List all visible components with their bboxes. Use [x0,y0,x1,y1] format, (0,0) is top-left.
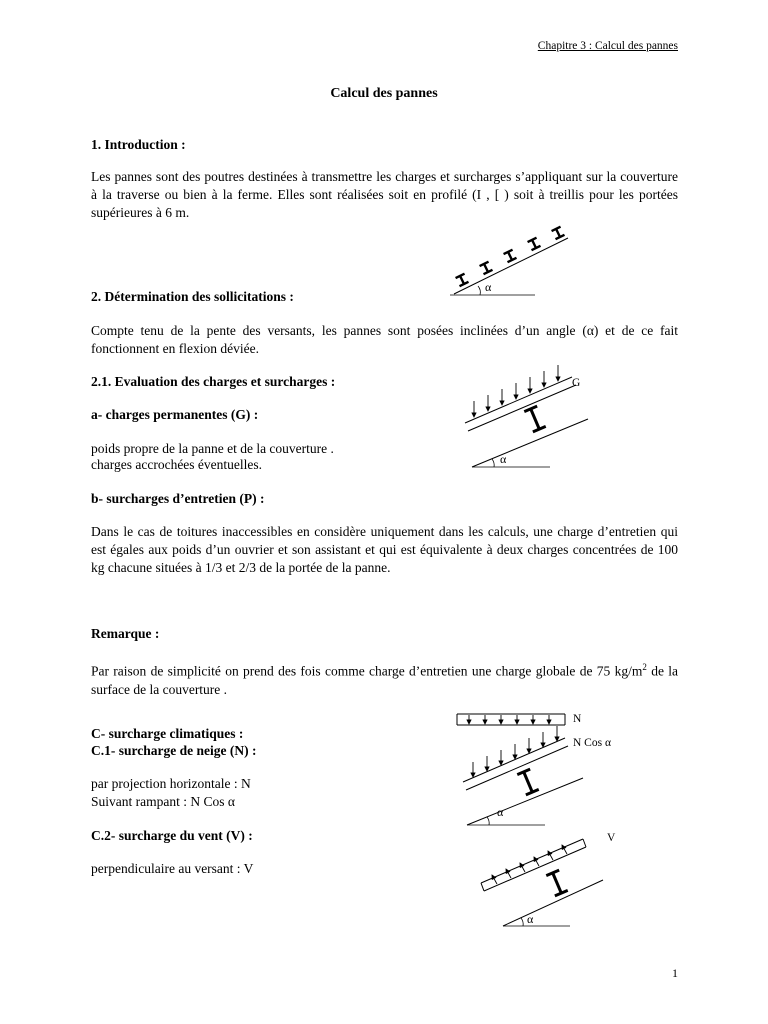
heading-surcharge-neige: C.1- surcharge de neige (N) : [91,743,257,758]
text-line: charges accrochées éventuelles. [91,457,263,472]
text-line: poids propre de la panne et de la couverture . [91,441,334,456]
text-line: Suivant rampant : N Cos α [91,794,235,809]
paragraph-remarque: Par raison de simplicité on prend des fois comme charge d’entretien une charge globale de 75 $kg/m^2$ de la surface de la couverture . [91,662,678,697]
alpha-label: α [500,452,507,466]
heading-sollicitations: 2. Détermination des sollicitations : [91,289,294,304]
heading-surcharge-climatiques: C- surcharge climatiques : [91,726,244,741]
heading-remarque: Remarque : [91,626,160,641]
text-line: par projection horizontale : N [91,776,251,791]
page-header: Chapitre 3 : Calcul des pannes [537,40,678,52]
page-number: 1 [672,966,678,980]
snow-load-figure [455,708,630,828]
heading-evaluation-charges: 2.1. Evaluation des charges et surcharges : [91,374,336,389]
wind-load-figure [475,825,635,935]
heading-introduction: 1. Introduction : [91,137,186,152]
heading-surcharge-vent: C.2- surcharge du vent (V) : [91,828,253,843]
alpha-label: α [485,280,492,294]
load-ncos-label: N Cos α [573,737,611,749]
heading-charges-permanentes: a- charges permanentes (G) : [91,407,259,422]
text-line: perpendiculaire au versant : V [91,861,254,876]
load-v-label: V [607,832,616,844]
load-g-label: G [572,377,581,389]
heading-surcharges-entretien: b- surcharges d’entretien (P) : [91,491,265,506]
paragraph-surcharges-entretien: Dans le cas de toitures inaccessibles en considère uniquement dans les calculs, une charge d’entretien qui est égales aux poids d’un ouvrier et son assistant et qui est équivalente à deux charges concentrées de 100 kg chacune situées à 1/3 et 2/3 de la portée de la panne. [91,524,678,575]
paragraph-sollicitations: Compte tenu de la pente des versants, les pannes sont posées inclinées d’un angle (α) et de ce fait fonctionnent en flexion déviée. [91,323,678,356]
paragraph-introduction: Les pannes sont des poutres destinées à transmettre les charges et surcharges s’appliquant sur la couverture à la traverse ou bien à la ferme. Elles sont réalisées soit en profilé (I , [ ) soit à treillis pour les portées supérieures à 6 m. [91,169,678,220]
permanent-load-figure [460,365,600,475]
load-n-label: N [573,713,582,725]
alpha-label: α [527,912,534,926]
page-title: Calcul des pannes [330,86,438,101]
purlins-slope-figure [440,228,580,303]
alpha-label: α [497,805,504,819]
